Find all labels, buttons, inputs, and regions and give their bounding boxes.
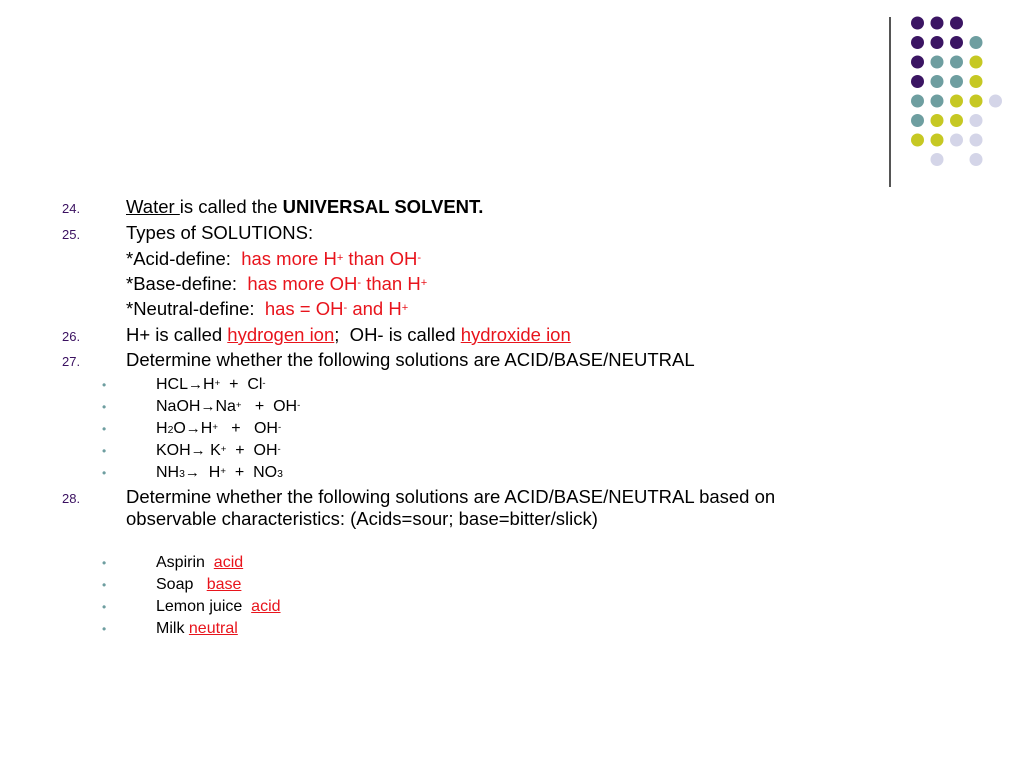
observable-text [156, 619, 238, 639]
item-number: 28. [62, 491, 81, 506]
substance-name: Lemon juice [156, 598, 252, 615]
answer: base [206, 576, 242, 593]
superscript: + [220, 466, 226, 477]
subscript: 2 [167, 425, 174, 436]
text-segment: Na [215, 398, 236, 415]
arrow-icon: → [185, 420, 201, 437]
answer: acid [251, 598, 281, 615]
text-segment: + Cl [220, 376, 263, 393]
definition-line [126, 273, 427, 295]
superscript: + [336, 252, 344, 264]
answer: acid [213, 554, 244, 571]
definition-label: *Neutral-define: [126, 298, 255, 319]
item-number: 27. [62, 354, 81, 369]
text-segment: H [200, 420, 213, 437]
bullet: • [102, 378, 107, 392]
arrow-icon: → [200, 398, 216, 415]
superscript: + [401, 302, 409, 314]
text-segment: NaOH [156, 398, 201, 415]
text-segment: KOH [156, 442, 191, 459]
observable-text [156, 597, 281, 617]
item-text: Types of SOLUTIONS: [126, 222, 314, 243]
arrow-icon: → [188, 376, 204, 393]
bullet: • [102, 422, 107, 436]
superscript: + [220, 444, 227, 455]
superscript: - [343, 302, 348, 314]
definition-line [126, 298, 408, 320]
superscript: + [420, 277, 428, 289]
bullet: • [102, 578, 107, 592]
text-segment: H+ is called [126, 324, 228, 345]
bullet: • [102, 444, 107, 458]
text-segment: than OH [343, 248, 418, 269]
answer: neutral [188, 620, 238, 637]
superscript: + [214, 378, 221, 389]
superscript: - [277, 422, 282, 433]
text-segment: has = OH [264, 298, 344, 319]
superscript: - [417, 252, 422, 264]
subscript: 3 [179, 469, 185, 480]
observable-text [156, 575, 241, 595]
term-water: Water [126, 196, 180, 217]
item-text [126, 196, 483, 218]
definition-line [126, 248, 421, 270]
definition-answer [241, 248, 421, 269]
bullet: • [102, 556, 107, 570]
equation-text [156, 397, 300, 417]
item-text [126, 324, 571, 346]
arrow-icon: → [190, 442, 206, 459]
bullet: • [102, 400, 107, 414]
definition-answer [265, 298, 408, 319]
text-segment: H [199, 464, 221, 481]
substance-name: Milk [156, 620, 189, 637]
superscript: - [297, 400, 301, 411]
text-segment: O [173, 420, 186, 437]
definition-label: *Base-define: [126, 273, 238, 294]
text-segment: K [205, 442, 221, 459]
bullet: • [102, 466, 107, 480]
substance-name: Aspirin [156, 554, 214, 571]
item-number: 24. [62, 201, 81, 216]
text-segment: than H [361, 273, 421, 294]
definition-label: *Acid-define: [126, 248, 231, 269]
text-segment: + NO [225, 464, 278, 481]
equation-text [156, 463, 283, 483]
bullet: • [102, 622, 107, 636]
equation-text [156, 441, 281, 461]
text-segment: ; [334, 324, 340, 345]
text-segment: is called the [179, 196, 283, 217]
item-text-line-1: Determine whether the following solutions are ACID/BASE/NEUTRAL based on [126, 486, 776, 507]
superscript: - [277, 444, 281, 455]
bullet: • [102, 600, 107, 614]
term-universal-solvent: UNIVERSAL SOLVENT. [282, 196, 484, 217]
text-segment: H [156, 420, 168, 437]
observable-text [156, 553, 243, 573]
item-text-line-2: observable characteristics: (Acids=sour; base=bitter/slick) [126, 508, 598, 529]
text-segment: has more H [241, 248, 337, 269]
text-segment: + OH [226, 442, 278, 459]
substance-name: Soap [156, 576, 207, 593]
answer-hydrogen-ion: hydrogen ion [227, 324, 335, 345]
text-segment: H [203, 376, 215, 393]
item-number: 25. [62, 227, 81, 242]
arrow-icon: → [184, 464, 200, 481]
text-segment: + OH [217, 420, 278, 437]
superscript: - [357, 277, 362, 289]
superscript: + [235, 400, 242, 411]
equation-text [156, 375, 266, 395]
superscript: - [262, 378, 266, 389]
text-segment: HCL [156, 376, 189, 393]
item-text: Determine whether the following solutions are ACID/BASE/NEUTRAL [126, 349, 695, 370]
definition-answer [247, 273, 427, 294]
text-segment: + OH [241, 398, 298, 415]
text-segment: OH- is called [339, 324, 461, 345]
item-number: 26. [62, 329, 81, 344]
text-segment: and H [347, 298, 402, 319]
text-segment: has more OH [247, 273, 358, 294]
equation-text [156, 419, 281, 439]
subscript: 3 [277, 469, 283, 480]
text-segment: NH [156, 464, 180, 481]
superscript: + [212, 422, 218, 433]
answer-hydroxide-ion: hydroxide ion [460, 324, 571, 345]
